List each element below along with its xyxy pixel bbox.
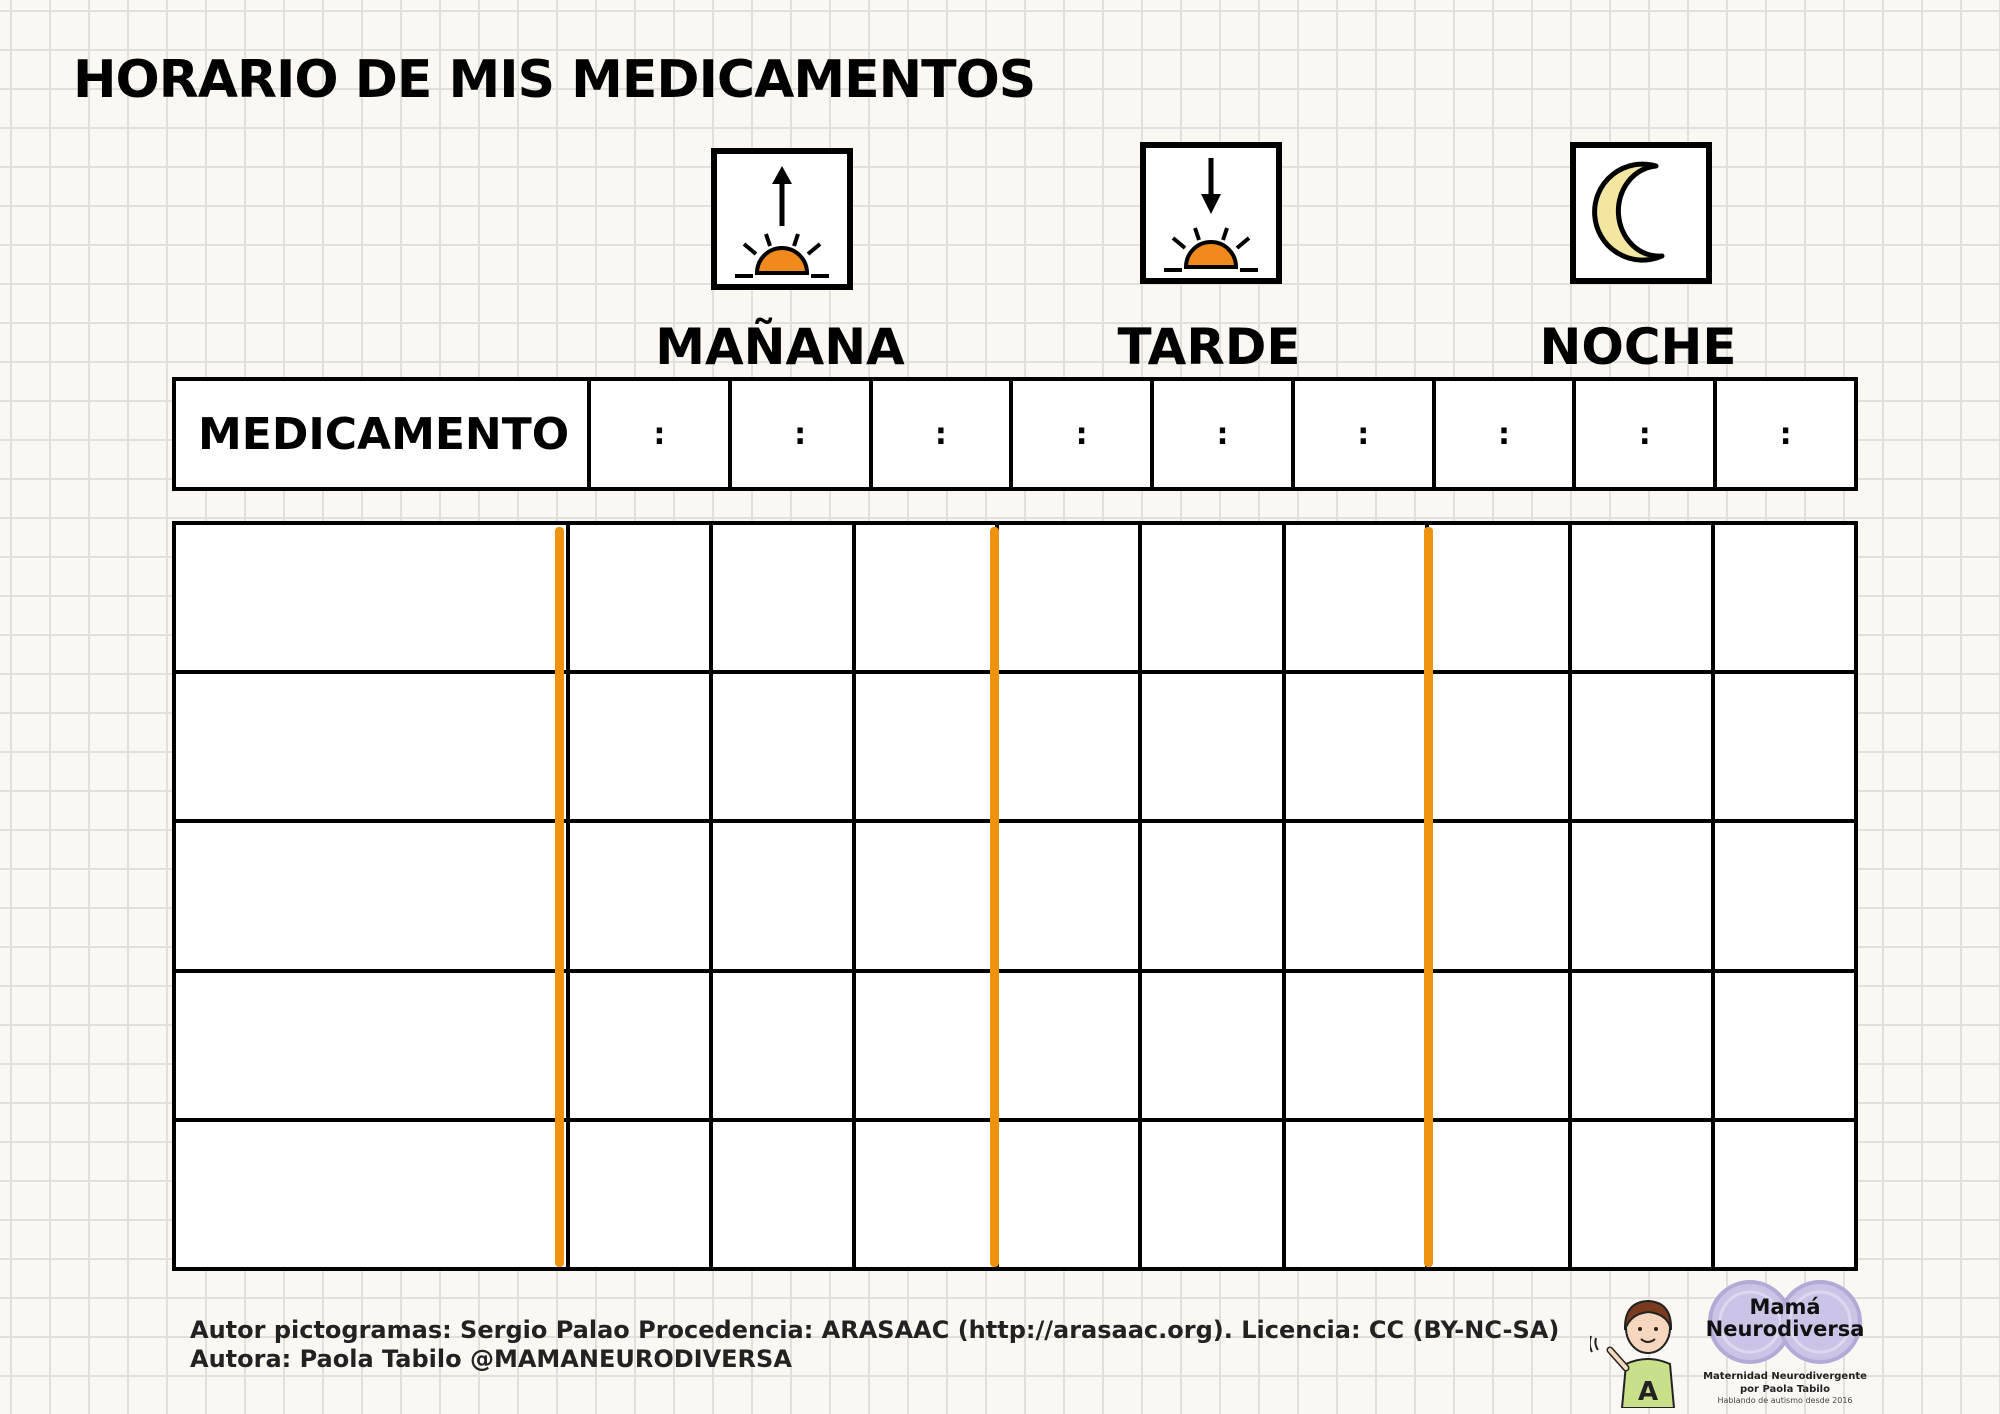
dose-check-cell[interactable] — [711, 971, 854, 1120]
dose-check-cell[interactable] — [1427, 523, 1570, 672]
period-separator — [555, 527, 564, 1267]
dose-check-cell[interactable] — [997, 523, 1140, 672]
time-slot-cell[interactable]: : — [589, 379, 730, 489]
credits — [190, 1316, 1559, 1374]
time-slot-cell[interactable]: : — [1574, 379, 1715, 489]
table-row — [174, 672, 1856, 821]
dose-check-cell[interactable] — [1140, 1120, 1283, 1269]
page-title: HORARIO DE MIS MEDICAMENTOS — [73, 50, 1036, 110]
dose-check-cell[interactable] — [1570, 821, 1713, 970]
dose-check-cell[interactable] — [854, 672, 997, 821]
period-label-tarde: TARDE — [1117, 318, 1301, 376]
medication-name-cell[interactable] — [174, 523, 568, 672]
dose-check-cell[interactable] — [1570, 523, 1713, 672]
dose-check-cell[interactable] — [568, 672, 711, 821]
dose-check-cell[interactable] — [1427, 672, 1570, 821]
sunset-icon — [1140, 142, 1282, 284]
time-slot-cell[interactable]: : — [1011, 379, 1152, 489]
dose-check-cell[interactable] — [568, 821, 711, 970]
dose-check-cell[interactable] — [1570, 672, 1713, 821]
time-slot-cell[interactable]: : — [871, 379, 1012, 489]
dose-check-cell[interactable] — [1713, 523, 1856, 672]
schedule-grid — [172, 521, 1858, 1271]
dose-check-cell[interactable] — [854, 1120, 997, 1269]
credits-line-2: Autora: Paola Tabilo @MAMANEURODIVERSA — [190, 1345, 792, 1373]
dose-check-cell[interactable] — [1140, 821, 1283, 970]
dose-check-cell[interactable] — [1284, 821, 1427, 970]
dose-check-cell[interactable] — [711, 672, 854, 821]
time-slot-cell[interactable]: : — [1715, 379, 1856, 489]
brand-logo — [1590, 1278, 1890, 1408]
medication-name-cell[interactable] — [174, 1120, 568, 1269]
medication-column-header: MEDICAMENTO — [174, 379, 589, 489]
dose-check-cell[interactable] — [1713, 971, 1856, 1120]
medication-name-cell[interactable] — [174, 672, 568, 821]
credits-line-1: Autor pictogramas: Sergio Palao Procedencia: ARASAAC (http://arasaac.org). Licencia: CC (BY-NC-SA) — [190, 1316, 1560, 1344]
dose-check-cell[interactable] — [1284, 1120, 1427, 1269]
dose-check-cell[interactable] — [854, 821, 997, 970]
period-label-manana: MAÑANA — [655, 318, 905, 376]
period-label-noche: NOCHE — [1539, 318, 1737, 376]
moon-icon — [1570, 142, 1712, 284]
table-row — [174, 821, 1856, 970]
dose-check-cell[interactable] — [854, 971, 997, 1120]
medication-name-cell[interactable] — [174, 971, 568, 1120]
svg-text:A: A — [1637, 1377, 1659, 1407]
dose-check-cell[interactable] — [1713, 1120, 1856, 1269]
time-slot-cell[interactable]: : — [1152, 379, 1293, 489]
child-waving-icon — [1590, 1292, 1690, 1408]
time-slot-cell[interactable]: : — [1293, 379, 1434, 489]
dose-check-cell[interactable] — [1427, 1120, 1570, 1269]
dose-check-cell[interactable] — [997, 1120, 1140, 1269]
table-row — [174, 1120, 1856, 1269]
dose-check-cell[interactable] — [1427, 971, 1570, 1120]
table-row — [174, 971, 1856, 1120]
period-separator — [990, 527, 999, 1267]
dose-check-cell[interactable] — [997, 971, 1140, 1120]
dose-check-cell[interactable] — [1140, 971, 1283, 1120]
dose-check-cell[interactable] — [1284, 971, 1427, 1120]
medication-name-cell[interactable] — [174, 821, 568, 970]
logo-name: Mamá Neurodiversa — [1705, 1295, 1865, 1341]
dose-check-cell[interactable] — [568, 1120, 711, 1269]
dose-check-cell[interactable] — [1284, 523, 1427, 672]
time-slot-cell[interactable]: : — [730, 379, 871, 489]
time-slot-cell[interactable]: : — [1434, 379, 1575, 489]
logo-since: Hablando de autismo desde 2016 — [1717, 1396, 1853, 1405]
period-separator — [1424, 527, 1433, 1267]
schedule-header — [172, 377, 1858, 491]
dose-check-cell[interactable] — [1140, 672, 1283, 821]
dose-check-cell[interactable] — [854, 523, 997, 672]
dose-check-cell[interactable] — [1570, 1120, 1713, 1269]
dose-check-cell[interactable] — [997, 821, 1140, 970]
dose-check-cell[interactable] — [997, 672, 1140, 821]
dose-check-cell[interactable] — [568, 971, 711, 1120]
dose-check-cell[interactable] — [1713, 672, 1856, 821]
logo-tagline: Maternidad Neurodivergente por Paola Tabilo — [1703, 1371, 1867, 1395]
dose-check-cell[interactable] — [1713, 821, 1856, 970]
dose-check-cell[interactable] — [1140, 523, 1283, 672]
dose-check-cell[interactable] — [1570, 971, 1713, 1120]
dose-check-cell[interactable] — [1427, 821, 1570, 970]
sunrise-icon — [711, 148, 853, 290]
dose-check-cell[interactable] — [711, 523, 854, 672]
dose-check-cell[interactable] — [711, 821, 854, 970]
table-row — [174, 523, 1856, 672]
dose-check-cell[interactable] — [1284, 672, 1427, 821]
dose-check-cell[interactable] — [568, 523, 711, 672]
dose-check-cell[interactable] — [711, 1120, 854, 1269]
